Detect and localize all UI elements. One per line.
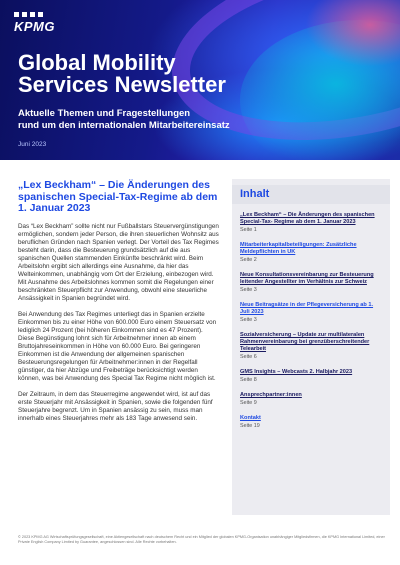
toc-link[interactable]: „Lex Beckham“ – Die Änderungen des spanischen Special-Tax- Regime ab dem 1. Januar 2023: [240, 212, 375, 225]
issue-date: Juni 2023: [18, 141, 47, 148]
toc-page-number: Seite 6: [240, 354, 257, 360]
toc-link[interactable]: Sozialversicherung – Update zur multilateralen Rahmenvereinbarung bei grenzüberschreitender Telearbeit: [240, 332, 370, 352]
toc-item: [240, 369, 382, 383]
toc-link[interactable]: GMS Insights – Webcasts 2. Halbjahr 2023: [240, 369, 353, 375]
toc-item: [240, 302, 382, 323]
legal-footer: © 2023 KPMG AG Wirtschaftsprüfungsgesellschaft, eine Aktiengesellschaft nach deutschem Recht und ein Mitglied der globalen KPMG-Organisation unabhängiger Mitgliedsfirmen, die KPMG International Limited, einer Private English Company Limited by Guarantee, angeschlossen sind. Alle Rechte vorbehalten.: [18, 535, 385, 544]
logo-text: KPMG: [14, 19, 55, 34]
title-line-2: Services Newsletter: [18, 72, 226, 97]
toc-link[interactable]: Neue Konsultationsvereinbarung zur Besteuerung leitender Angestellter im Verhältnis zur Schweiz: [240, 272, 374, 285]
toc-page-number: Seite 9: [240, 400, 257, 406]
toc-link[interactable]: Kontakt: [240, 415, 261, 421]
toc-item: [240, 392, 382, 406]
article-heading: „Lex Beckham“ – Die Änderungen des spanischen Special-Tax-Regime ab dem 1. Januar 2023: [18, 179, 218, 214]
toc-item: [240, 242, 382, 263]
newsletter-title: [18, 52, 226, 96]
article-paragraph-3: Der Zeitraum, in dem das Steuerregime angewendet wird, ist auf das erste Steuerjahr mit Ansässigkeit in Spanien, sowie die folgenden fünf Steuerjahre begrenzt. Um in Spanien ansässig zu sein, muss man innerhalb eines Steuerjahres mehr als 183 Tage anwesend sein.: [18, 390, 213, 422]
newsletter-header: [0, 0, 400, 160]
toc-item: [240, 415, 382, 429]
toc-link[interactable]: Neue Beitragsätze in der Pflegeversicherung ab 1. Juli 2023: [240, 302, 374, 315]
kpmg-logo: [14, 12, 55, 34]
article-paragraph-1: Das “Lex Beckham” sollte nicht nur Fußballstars Steuervergünstigungen ermöglichen, sondern jeder Person, die ihren steuerlichen Wohnsitz aus beruflichen Gründen nach Spanien verlegt. Der Vorteil des Tax Regimes besteht darin, dass die Besteuerung grundsätzlich auf die aus spanischen Quellen stammenden Einkünfte beschränkt wird. Beim Arbeitslohn ergibt sich allerdings eine Ausnahme, da hier das Welteinkommen, unabhängig vom Ort der Erzielung, einbezogen wird. Mit Ausnahme des Arbeitslohnes kommen somit die Regelungen einer beschränkten Steuerpflicht zur Anwendung, obwohl eine steuerliche Ansässigkeit in Spanien begründet wird.: [18, 222, 219, 302]
toc-page-number: Seite 3: [240, 287, 257, 293]
toc-page-number: Seite 1: [240, 227, 257, 233]
newsletter-subtitle: [18, 108, 230, 132]
toc-item: [240, 212, 382, 233]
toc-page-number: Seite 3: [240, 317, 257, 323]
toc-item: [240, 332, 382, 360]
title-line-1: Global Mobility: [18, 50, 176, 75]
toc-link[interactable]: Ansprechpartner:innen: [240, 392, 302, 398]
toc-link[interactable]: Mitarbeiterkapitalbeteiligungen: Zusätzliche Meldepflichten in UK: [240, 242, 357, 255]
article-paragraph-2: Bei Anwendung des Tax Regimes unterliegt das in Spanien erzielte Einkommen bis zu einer Höhe von 600.000 Euro einem Steuersatz von lediglich 24 Prozent (bei höheren Einkommen sind es 47 Prozent). Diese Begünstigung lohnt sich für Arbeitnehmer innen ab einem Bruttojahreseinkommen in Höhe von 60.000 Euro. Bei geringeren Einkommen ist die Anwendung der allgemeinen spanischen Besteuerungsregelungen für Arbeitnehmer:innen in der Regelfall günstiger, da hier Abzüge und Freibeträge berücksichtigt werden können, was bei Anwendung des Special Tax Regime nicht möglich ist.: [18, 310, 217, 382]
toc-list: [232, 204, 390, 429]
toc-heading: Inhalt: [232, 185, 390, 204]
main-article: [18, 180, 220, 431]
toc-page-number: Seite 8: [240, 377, 257, 383]
subtitle-line-1: Aktuelle Themen und Fragestellungen: [18, 108, 191, 119]
table-of-contents: [232, 179, 390, 515]
logo-squares-icon: [14, 12, 55, 17]
subtitle-line-2: rund um den internationalen Mitarbeitereinsatz: [18, 120, 230, 131]
toc-item: [240, 272, 382, 293]
toc-page-number: Seite 2: [240, 257, 257, 263]
toc-page-number: Seite 19: [240, 423, 260, 429]
